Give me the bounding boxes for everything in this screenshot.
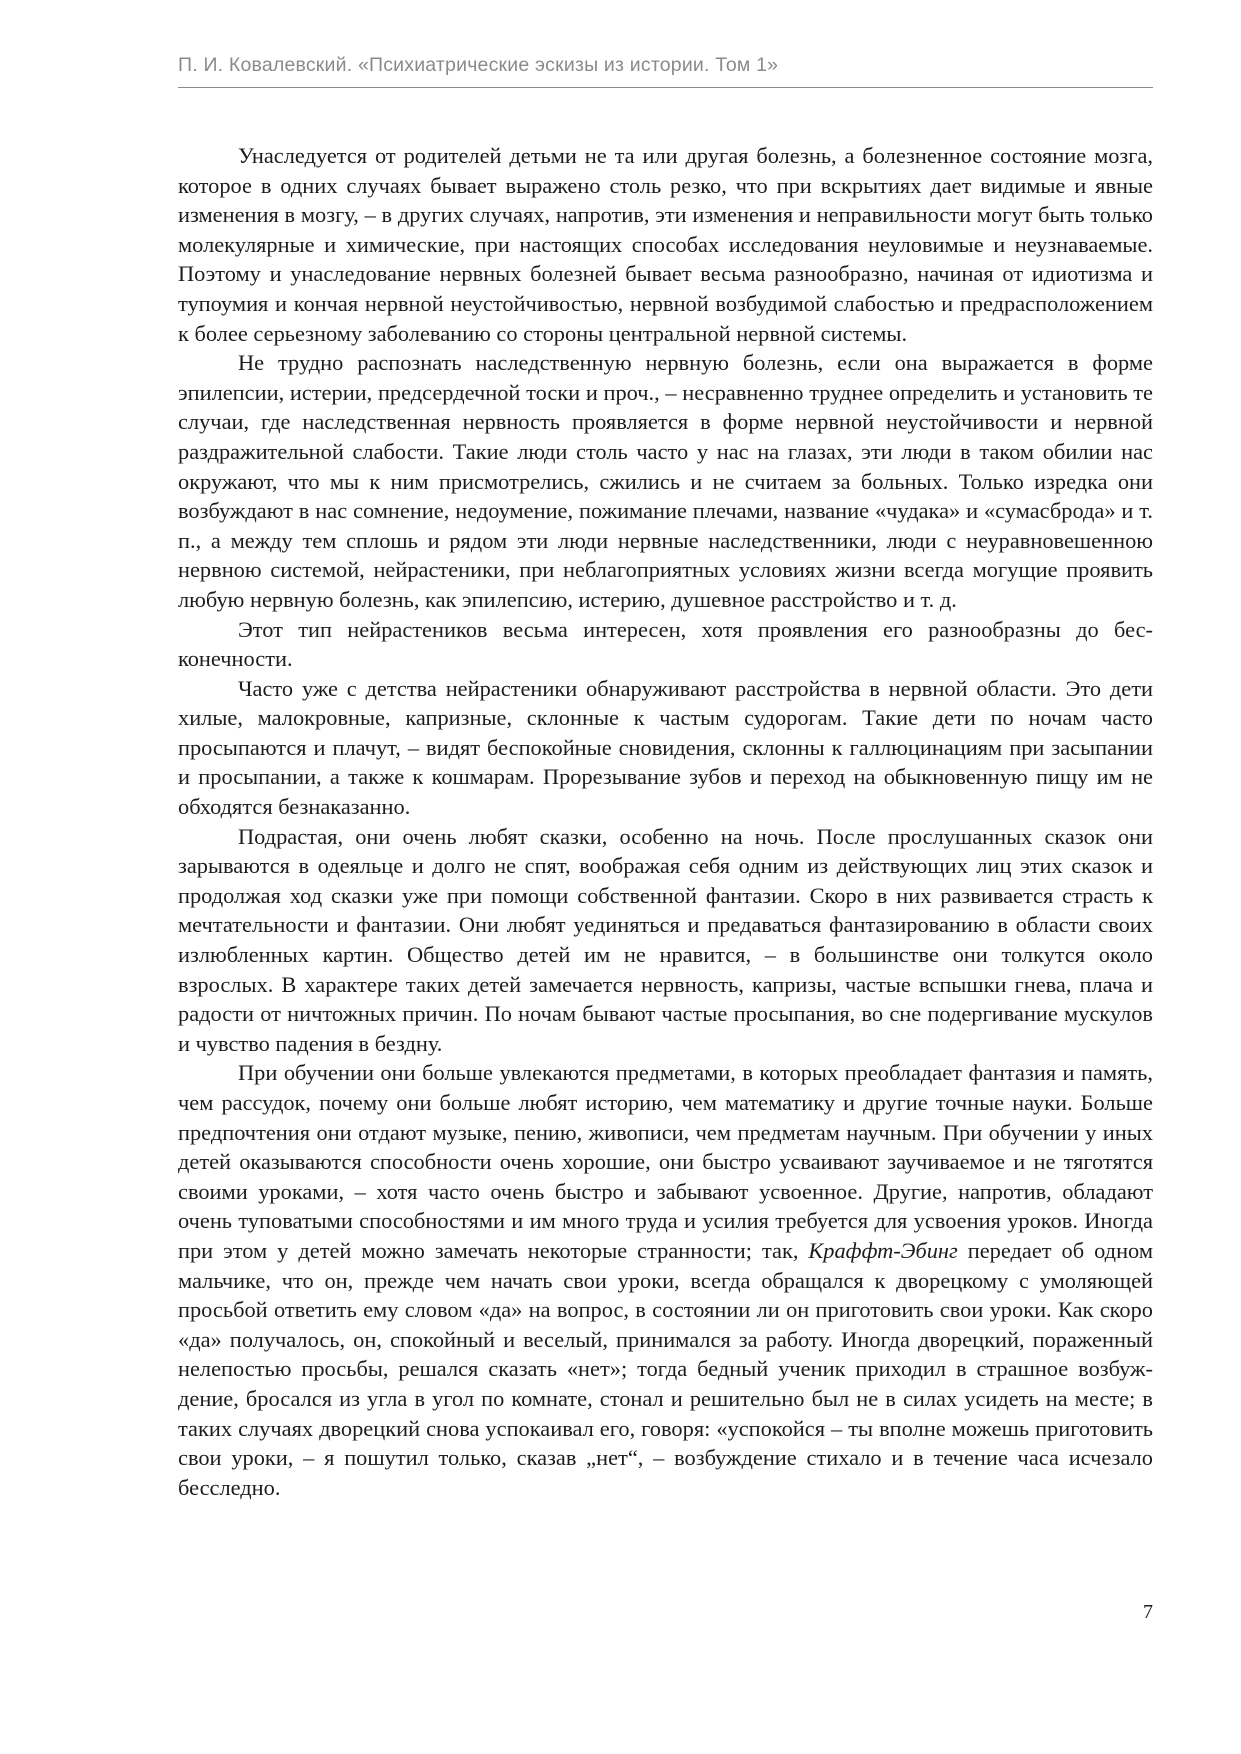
body-text (178, 141, 1153, 1502)
author-name: Краффт-Эбинг (808, 1237, 958, 1263)
paragraph: Не трудно распознать наследственную нервную болезнь, если она выражается в форме эпилепсии, истерии, предсердечной тоски и проч., – несравненно труднее определить и установить те случаи, где наследственная нервность проявляется в форме нервной неустойчивости и нервной раздражительной слабости. Такие люди столь часто у нас на глазах, эти люди в таком обилии нас окружают, что мы к ним присмотрелись, сжились и не считаем за больных. Только изредка они возбуждают в нас сомнение, недоумение, пожимание плечами, название «чудака» и «сумасброда» и т. п., а между тем сплошь и рядом эти люди нервные наследственники, люди с неуравновешенною нервною системой, нейрастеники, при неблагоприятных условиях жизни всегда могущие проявить любую нервную болезнь, как эпилепсию, истерию, душевное расстройство и т. д. (178, 350, 1153, 612)
paragraph: Унаследуется от родителей детьми не та или другая болезнь, а болезненное состояние мозга, которое в одних случаях бывает выражено столь резко, что при вскрытиях дает видимые и явные изменения в мозгу, – в других случаях, напротив, эти изменения и неправильности могут быть только молекулярные и химические, при настоящих способах исследования неуловимые и неузнаваемые. Поэтому и унаследование нервных болезней бывает весьма разнообразно, начиная от идиотизма и тупоумия и кончая нервной неустойчивостью, нервной возбудимой слабостью и предрасположением к более серьезному заболеванию со стороны центральной нервной системы. (178, 143, 1153, 346)
paragraph: Подрастая, они очень любят сказки, особенно на ночь. После прослушанных сказок они зарываются в одеяльце и долго не спят, воображая себя одним из действующих лиц этих сказок и продолжая ход сказки уже при помощи собственной фантазии. Скоро в них развивается страсть к мечтательности и фантазии. Они любят уединяться и предаваться фантазированию в области своих излюбленных картин. Общество детей им не нравится, – в большинстве они толкутся около взрослых. В характере таких детей замечается нервность, капризы, частые вспышки гнева, плача и радости от ничтожных причин. По ночам бывают частые просыпания, во сне подергивание мускулов и чувство падения в бездну. (178, 823, 1153, 1056)
paragraph (178, 1058, 1153, 1502)
running-header: П. И. Ковалевский. «Психиатрические эскизы из истории. Том 1» (178, 54, 779, 76)
paragraph-text: передает об одном мальчике, что он, прежде чем начать свои уроки, всегда обращался к дворецкому с умоляющей просьбой ответить ему словом «да» на вопрос, в состоянии ли он приготовить свои уроки. Как скоро «да» получалось, он, спокойный и веселый, принимался за работу. Иногда дворецкий, пораженный нелепостью просьбы, решался сказать «нет»; тогда бедный ученик приходил в страшное возбуждение, бросался из угла в угол по комнате, стонал и решительно был не в силах усидеть на месте; в таких случаях дворецкий снова успокаивал его, говоря: «успокойся – ты вполне можешь приготовить свои уроки, – я пошутил только, сказав „нет“, – возбуждение стихало и в течение часа исчезало бесследно. (178, 1237, 1153, 1500)
header-divider (178, 87, 1153, 88)
paragraph: Часто уже с детства нейрастеники обнаруживают расстройства в нервной области. Это дети хилые, малокровные, капризные, склонные к частым судорогам. Такие дети по ночам часто просыпаются и плачут, – видят беспокойные сновидения, склонны к галлюцинациям при засыпании и просыпании, а также к кошмарам. Прорезывание зубов и переход на обыкновенную пищу им не обходятся безнаказанно. (178, 675, 1153, 820)
paragraph: Этот тип нейрастеников весьма интересен, хотя проявления его разнообразны до бесконечности. (178, 616, 1153, 672)
paragraph-text: При обучении они больше увлекаются предметами, в которых преобладает фантазия и память, чем рассудок, почему они больше любят историю, чем математику и другие точные науки. Больше предпочтения они отдают музыке, пению, живописи, чем предметам научным. При обучении у иных детей оказываются способности очень хорошие, они быстро усваивают заучиваемое и не тяготятся своими уроками, – хотя часто очень быстро и забывают усвоенное. Другие, напротив, обладают очень туповатыми способностями и им много труда и усилия требуется для усвоения уроков. Иногда при этом у детей можно замечать некоторые странности; так, (178, 1060, 1153, 1263)
page-number: 7 (1143, 1601, 1153, 1623)
